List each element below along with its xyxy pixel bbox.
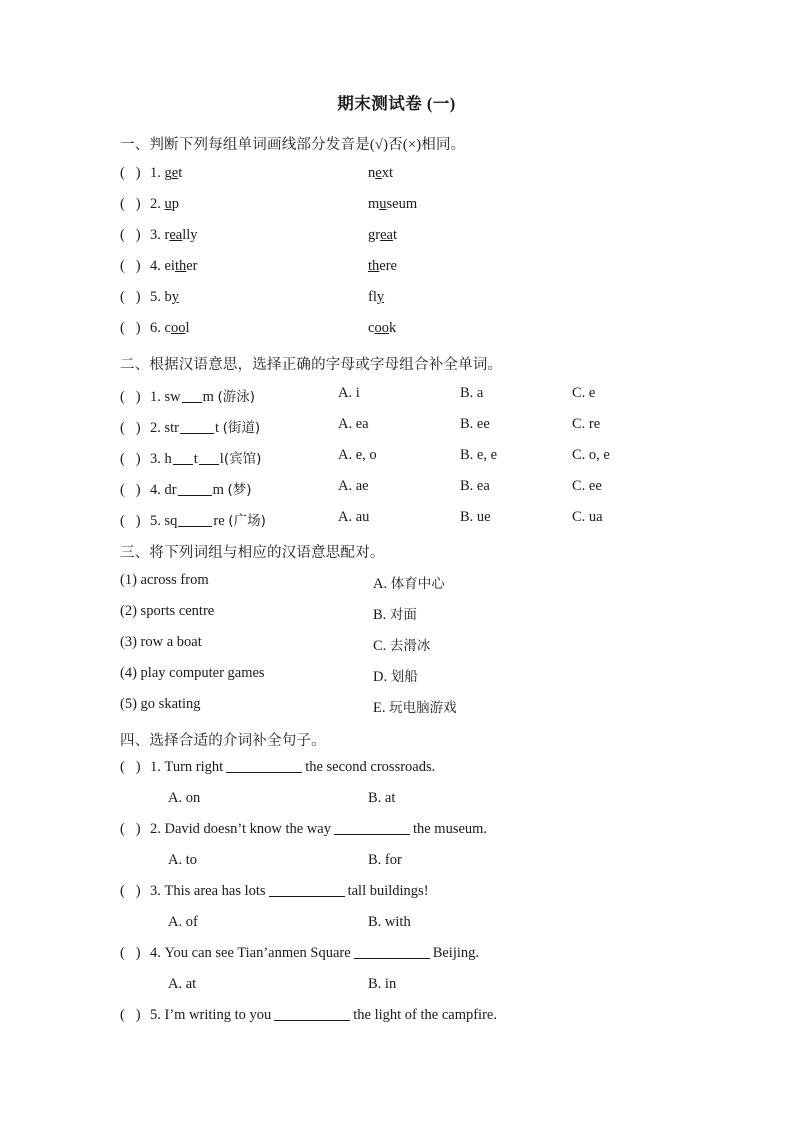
fill-blank[interactable] <box>173 464 193 465</box>
item-number: 3. <box>150 451 161 467</box>
section-two-item-1-option-a[interactable]: A. i <box>338 385 360 401</box>
option-text: 对面 <box>389 607 417 623</box>
section-two-item-1-option-b[interactable]: B. a <box>460 385 484 401</box>
section-two-item-4 <box>120 478 252 499</box>
item-number: 4. <box>150 945 161 961</box>
section-four-item-3 <box>120 883 429 900</box>
section-one-item-4 <box>120 258 198 275</box>
sentence-before: You can see Tian’anmen Square <box>164 945 351 961</box>
section-four-item-2-option-a[interactable]: A. to <box>168 852 197 868</box>
sentence-after: the second crossroads. <box>305 759 436 775</box>
section-one-item-4-right: there <box>368 258 397 274</box>
section-two-item-5 <box>120 509 266 530</box>
section-four-heading: 四、选择合适的介词补全句子。 <box>120 733 326 749</box>
fill-blank[interactable] <box>334 834 410 835</box>
section-two-item-3 <box>120 447 261 468</box>
section-four-item-4 <box>120 945 479 962</box>
item-number: 5. <box>150 1007 161 1023</box>
item-number: 3. <box>150 227 161 243</box>
gloss: (宾馆) <box>223 451 262 467</box>
answer-bracket[interactable]: ( ) <box>120 420 141 436</box>
fill-blank[interactable] <box>180 433 214 434</box>
section-four-item-1-option-b[interactable]: B. at <box>368 790 396 806</box>
section-three-right-e[interactable] <box>373 696 457 717</box>
answer-bracket[interactable]: ( ) <box>120 196 141 212</box>
fill-blank[interactable] <box>274 1020 350 1021</box>
section-four-item-2-option-b[interactable]: B. for <box>368 852 402 868</box>
section-three-left-3[interactable] <box>120 634 202 651</box>
fill-blank[interactable] <box>354 958 430 959</box>
section-four-item-3-option-a[interactable]: A. of <box>168 914 198 930</box>
answer-bracket[interactable]: ( ) <box>120 289 141 305</box>
option-letter: B. <box>373 607 387 623</box>
section-one-item-2-right: museum <box>368 196 418 212</box>
section-one-item-6 <box>120 320 189 337</box>
phrase-text: play computer games <box>140 665 265 681</box>
gloss: (广场) <box>228 513 266 529</box>
word-stem: sq <box>164 513 178 529</box>
word-left: really <box>164 227 198 243</box>
item-number: (3) <box>120 634 137 650</box>
section-three-right-d[interactable] <box>373 665 418 686</box>
word-stem-end: m <box>212 482 224 498</box>
gloss: (游泳) <box>217 389 256 405</box>
section-two-item-3-option-c[interactable]: C. o, e <box>572 447 610 463</box>
section-three-right-a[interactable] <box>373 572 445 593</box>
word-stem-end: t <box>215 420 220 436</box>
option-letter: D. <box>373 669 388 685</box>
section-four-item-1-option-a[interactable]: A. on <box>168 790 201 806</box>
answer-bracket[interactable]: ( ) <box>120 513 141 529</box>
word-stem-end: m <box>202 389 214 405</box>
option-letter: C. <box>373 638 387 654</box>
fill-blank[interactable] <box>226 772 302 773</box>
section-one-item-3-right: great <box>368 227 397 243</box>
option-text: 去滑冰 <box>389 638 431 654</box>
sentence-after: Beijing. <box>432 945 480 961</box>
section-two-item-2-option-a[interactable]: A. ea <box>338 416 369 432</box>
section-two-item-1 <box>120 385 255 406</box>
item-number: (1) <box>120 572 137 588</box>
word-stem: sw <box>164 389 181 405</box>
sentence-before: David doesn’t know the way <box>164 821 331 837</box>
gloss: (梦) <box>227 482 252 498</box>
answer-bracket[interactable]: ( ) <box>120 821 141 837</box>
word-left: get <box>164 165 183 181</box>
page-title: 期末测试卷 (一) <box>337 94 456 113</box>
section-three-left-5[interactable] <box>120 696 201 713</box>
answer-bracket[interactable]: ( ) <box>120 945 141 961</box>
fill-blank[interactable] <box>199 464 219 465</box>
word-stem-end: re <box>213 513 225 529</box>
section-three-left-4[interactable] <box>120 665 265 682</box>
section-one-heading: 一、判断下列每组单词画线部分发音是(√)否(×)相同。 <box>120 137 466 153</box>
section-one-item-5-right: fly <box>368 289 385 305</box>
option-letter: A. <box>373 576 388 592</box>
word-left: either <box>164 258 198 274</box>
answer-bracket[interactable]: ( ) <box>120 320 141 336</box>
item-number: (2) <box>120 603 137 619</box>
item-number: 1. <box>150 165 161 181</box>
word-stem-end: l <box>219 451 224 467</box>
item-number: 6. <box>150 320 161 336</box>
section-two-item-4-option-c[interactable]: C. ee <box>572 478 602 494</box>
answer-bracket[interactable]: ( ) <box>120 1007 141 1023</box>
phrase-text: go skating <box>140 696 201 712</box>
item-number: (4) <box>120 665 137 681</box>
word-stem-mid: t <box>193 451 198 467</box>
sentence-before: I’m writing to you <box>164 1007 272 1023</box>
section-one-item-6-right: cook <box>368 320 397 336</box>
section-two-item-2-option-c[interactable]: C. re <box>572 416 601 432</box>
section-four-item-5 <box>120 1007 497 1024</box>
section-three-left-2[interactable] <box>120 603 214 620</box>
section-three-right-b[interactable] <box>373 603 417 624</box>
fill-blank[interactable] <box>182 402 202 403</box>
section-two-item-3-option-a[interactable]: A. e, o <box>338 447 377 463</box>
fill-blank[interactable] <box>269 896 345 897</box>
item-number: (5) <box>120 696 137 712</box>
section-two-item-4-option-a[interactable]: A. ae <box>338 478 369 494</box>
section-two-item-2-option-b[interactable]: B. ee <box>460 416 490 432</box>
option-text: 体育中心 <box>390 576 445 592</box>
answer-bracket[interactable]: ( ) <box>120 759 141 775</box>
section-three-heading: 三、将下列词组与相应的汉语意思配对。 <box>120 545 385 561</box>
answer-bracket[interactable]: ( ) <box>120 389 141 405</box>
answer-bracket[interactable]: ( ) <box>120 482 141 498</box>
section-four-item-4-option-a[interactable]: A. at <box>168 976 197 992</box>
word-stem: h <box>164 451 172 467</box>
section-one-item-1 <box>120 165 182 182</box>
word-left: up <box>164 196 179 212</box>
sentence-before: This area has lots <box>164 883 266 899</box>
section-four-item-3-option-b[interactable]: B. with <box>368 914 411 930</box>
word-stem: dr <box>164 482 177 498</box>
answer-bracket[interactable]: ( ) <box>120 883 141 899</box>
section-two-item-2 <box>120 416 260 437</box>
word-stem: str <box>164 420 179 436</box>
sentence-after: the museum. <box>412 821 488 837</box>
sentence-before: Turn right <box>164 759 224 775</box>
sentence-after: tall buildings! <box>347 883 429 899</box>
option-text: 玩电脑游戏 <box>389 700 457 716</box>
phrase-text: sports centre <box>140 603 215 619</box>
item-number: 1. <box>150 389 161 405</box>
section-two-heading: 二、根据汉语意思，选择正确的字母或字母组合补全单词。 <box>120 357 503 373</box>
fill-blank[interactable] <box>178 495 212 496</box>
sentence-after: the light of the campfire. <box>353 1007 497 1023</box>
section-one-item-3 <box>120 227 198 244</box>
item-number: 1. <box>150 759 161 775</box>
section-four-item-1 <box>120 759 435 776</box>
section-one-item-2 <box>120 196 179 213</box>
section-one-item-5 <box>120 289 179 306</box>
phrase-text: row a boat <box>140 634 202 650</box>
word-left: cool <box>164 320 190 336</box>
answer-bracket[interactable]: ( ) <box>120 165 141 181</box>
item-number: 4. <box>150 258 161 274</box>
option-text: 划船 <box>390 669 418 685</box>
item-number: 2. <box>150 420 161 436</box>
gloss: (街道) <box>222 420 261 436</box>
section-two-item-4-option-b[interactable]: B. ea <box>460 478 490 494</box>
answer-bracket[interactable]: ( ) <box>120 227 141 243</box>
answer-bracket[interactable]: ( ) <box>120 451 141 467</box>
section-two-item-5-option-b[interactable]: B. ue <box>460 509 491 525</box>
option-letter: E. <box>373 700 386 716</box>
section-one-item-1-right: next <box>368 165 393 181</box>
item-number: 2. <box>150 821 161 837</box>
section-three-right-c[interactable] <box>373 634 430 655</box>
section-two-item-5-option-a[interactable]: A. au <box>338 509 370 525</box>
word-left: by <box>164 289 179 305</box>
item-number: 4. <box>150 482 161 498</box>
section-four-item-4-option-b[interactable]: B. in <box>368 976 397 992</box>
item-number: 3. <box>150 883 161 899</box>
answer-bracket[interactable]: ( ) <box>120 258 141 274</box>
section-two-item-1-option-c[interactable]: C. e <box>572 385 596 401</box>
section-two-item-3-option-b[interactable]: B. e, e <box>460 447 498 463</box>
item-number: 5. <box>150 513 161 529</box>
section-two-item-5-option-c[interactable]: C. ua <box>572 509 603 525</box>
fill-blank[interactable] <box>178 526 212 527</box>
section-four-item-2 <box>120 821 487 838</box>
phrase-text: across from <box>140 572 209 588</box>
item-number: 5. <box>150 289 161 305</box>
item-number: 2. <box>150 196 161 212</box>
section-three-left-1[interactable] <box>120 572 209 589</box>
